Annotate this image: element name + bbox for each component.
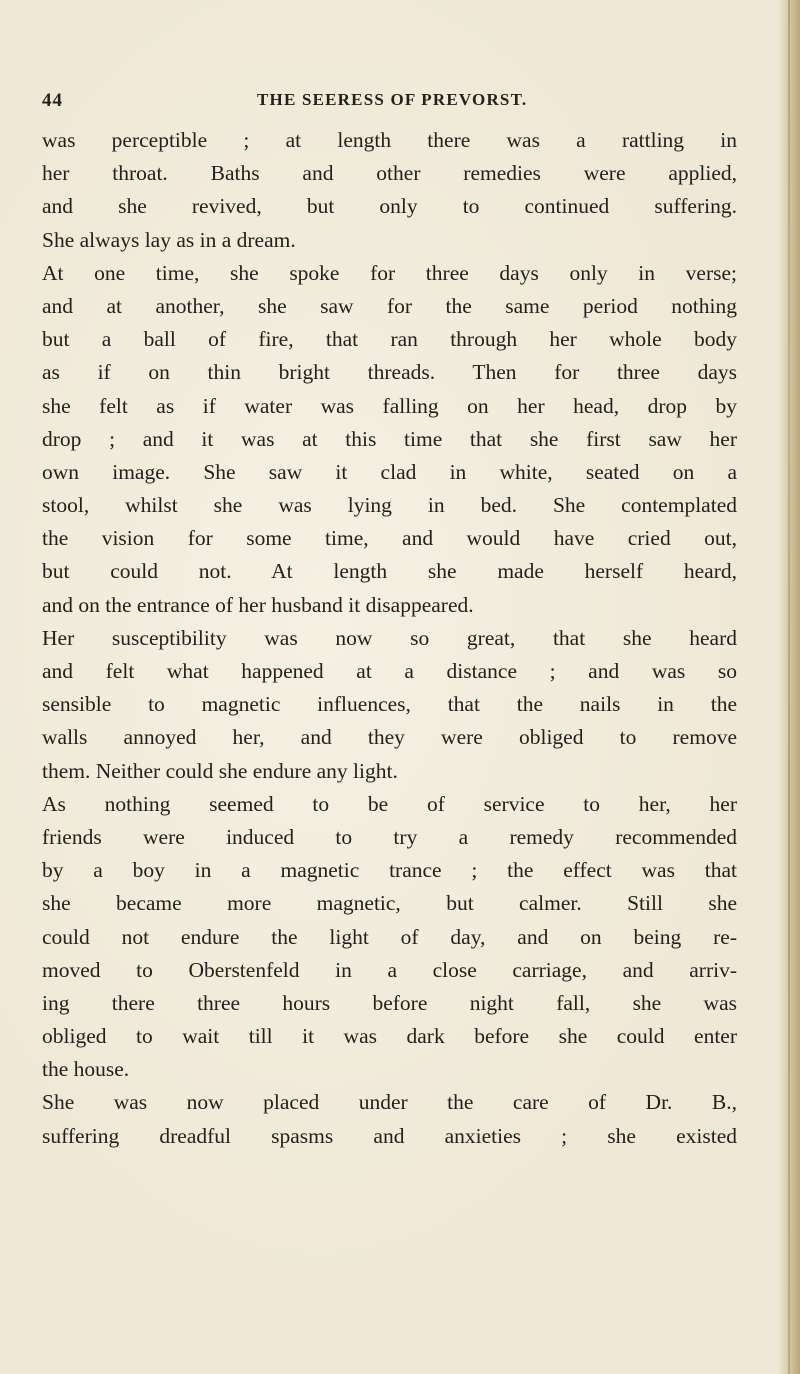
text-line: could not endure the light of day, and on being re-	[42, 924, 737, 949]
text-line: She was now placed under the care of Dr. B.,	[42, 1090, 737, 1115]
text-line: friends were induced to try a remedy recommended	[42, 824, 737, 849]
text-line: and on the entrance of her husband it disappeared.	[42, 592, 474, 617]
text-line: the house.	[42, 1057, 130, 1082]
text-line: she became more magnetic, but calmer. Still she	[42, 891, 737, 916]
text-line: sensible to magnetic influences, that the nails in the	[42, 692, 737, 717]
page-number: 44	[42, 90, 63, 111]
text-line: She always lay as in a dream.	[42, 227, 296, 252]
text-line: her throat. Baths and other remedies were applied,	[42, 161, 737, 186]
text-line: obliged to wait till it was dark before she could enter	[42, 1024, 737, 1049]
text-line: and felt what happened at a distance ; and was so	[42, 659, 737, 683]
text-line: the vision for some time, and would have cried out,	[42, 526, 737, 551]
body-text	[42, 124, 737, 1153]
text-line: by a boy in a magnetic trance ; the effect was that	[42, 858, 737, 883]
text-line: At one time, she spoke for three days only in verse;	[42, 260, 737, 285]
text-line: them. Neither could she endure any light.	[42, 758, 398, 783]
text-line: own image. She saw it clad in white, seated on a	[42, 459, 737, 484]
text-line: but a ball of fire, that ran through her whole body	[42, 327, 737, 352]
text-line: ing there three hours before night fall, she was	[42, 990, 737, 1015]
text-line: suffering dreadful spasms and anxieties ; she existed	[42, 1123, 737, 1148]
text-line: drop ; and it was at this time that she first saw her	[42, 426, 737, 451]
page-edge-line	[788, 0, 790, 1374]
text-line: As nothing seemed to be of service to her, her	[42, 791, 737, 816]
text-line: but could not. At length she made herself heard,	[42, 559, 737, 584]
text-line: Her susceptibility was now so great, that she heard	[42, 625, 737, 650]
text-line: was perceptible ; at length there was a rattling in	[42, 128, 737, 152]
page-header	[0, 90, 800, 118]
text-line: she felt as if water was falling on her head, drop by	[42, 393, 737, 418]
running-title: THE SEERESS OF PREVORST.	[257, 90, 528, 109]
text-line: as if on thin bright threads. Then for three days	[42, 360, 737, 385]
text-line: stool, whilst she was lying in bed. She contemplated	[42, 493, 737, 518]
text-line: walls annoyed her, and they were obliged to remove	[42, 725, 737, 750]
text-line: and she revived, but only to continued suffering.	[42, 194, 737, 219]
text-line: and at another, she saw for the same period nothing	[42, 293, 737, 318]
text-line: moved to Oberstenfeld in a close carriage, and arriv-	[42, 957, 737, 982]
